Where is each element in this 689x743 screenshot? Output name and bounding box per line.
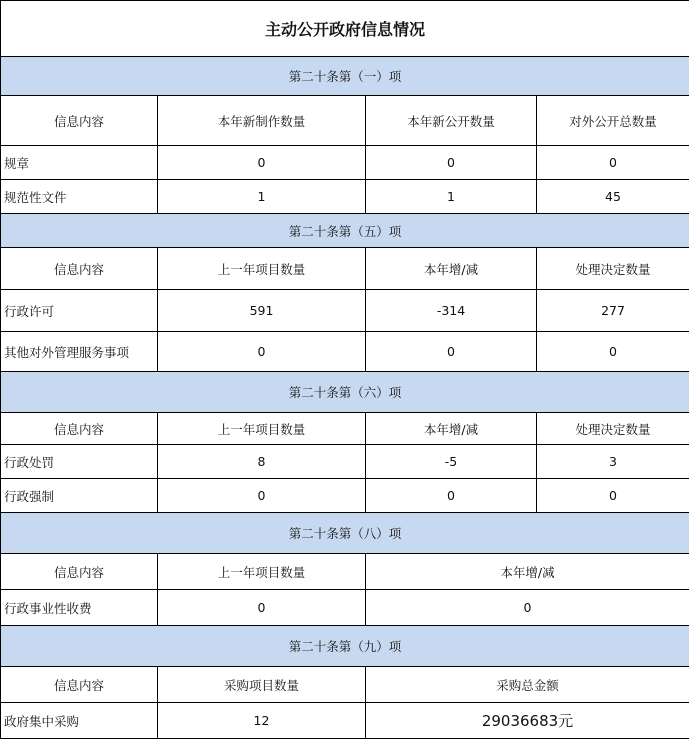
column-header: 上一年项目数量 <box>158 248 366 290</box>
cell-value: 1 <box>158 180 366 214</box>
column-header: 采购总金额 <box>366 667 689 703</box>
cell-value: 0 <box>537 479 689 513</box>
cell-value: 0 <box>158 332 366 372</box>
table-row <box>1 332 689 372</box>
section-heading-1: 第二十条第（一）项 <box>1 57 689 96</box>
row-label: 其他对外管理服务事项 <box>1 332 158 372</box>
row-label: 政府集中采购 <box>1 703 158 739</box>
table-row <box>1 180 689 214</box>
row-label: 行政许可 <box>1 290 158 332</box>
section-heading-8: 第二十条第（八）项 <box>1 513 689 554</box>
column-header: 采购项目数量 <box>158 667 366 703</box>
column-header: 信息内容 <box>1 667 158 703</box>
page-title: 主动公开政府信息情况 <box>1 1 689 57</box>
row-label: 规范性文件 <box>1 180 158 214</box>
row-label: 行政强制 <box>1 479 158 513</box>
section-heading-6: 第二十条第（六）项 <box>1 372 689 413</box>
column-header: 本年增/减 <box>366 554 689 590</box>
cell-value: 0 <box>537 332 689 372</box>
cell-value: 0 <box>366 332 537 372</box>
cell-value: 0 <box>366 479 537 513</box>
cell-value: 0 <box>158 146 366 180</box>
cell-value: 1 <box>366 180 537 214</box>
cell-value: 591 <box>158 290 366 332</box>
column-header: 本年新公开数量 <box>366 96 537 146</box>
cell-value: 0 <box>158 479 366 513</box>
section-heading-5: 第二十条第（五）项 <box>1 214 689 248</box>
column-header: 本年新制作数量 <box>158 96 366 146</box>
row-label: 行政事业性收费 <box>1 590 158 626</box>
cell-value: -5 <box>366 445 537 479</box>
cell-value: 0 <box>366 146 537 180</box>
column-header: 上一年项目数量 <box>158 413 366 445</box>
section-heading-9: 第二十条第（九）项 <box>1 626 689 667</box>
column-header: 信息内容 <box>1 96 158 146</box>
cell-value: 0 <box>537 146 689 180</box>
cell-value: 45 <box>537 180 689 214</box>
table-row <box>1 146 689 180</box>
column-header: 对外公开总数量 <box>537 96 689 146</box>
cell-value: 3 <box>537 445 689 479</box>
column-header: 信息内容 <box>1 413 158 445</box>
column-header: 信息内容 <box>1 248 158 290</box>
cell-value: 12 <box>158 703 366 739</box>
cell-value: -314 <box>366 290 537 332</box>
column-header: 信息内容 <box>1 554 158 590</box>
cell-value: 8 <box>158 445 366 479</box>
cell-value: 0 <box>158 590 366 626</box>
row-label: 规章 <box>1 146 158 180</box>
table-row <box>1 290 689 332</box>
column-header: 本年增/减 <box>366 413 537 445</box>
column-header: 上一年项目数量 <box>158 554 366 590</box>
procurement-total-amount: 29036683元 <box>366 703 689 739</box>
table-row <box>1 590 689 626</box>
column-header: 处理决定数量 <box>537 413 689 445</box>
cell-value: 0 <box>366 590 689 626</box>
cell-value: 277 <box>537 290 689 332</box>
column-header: 处理决定数量 <box>537 248 689 290</box>
column-header: 本年增/减 <box>366 248 537 290</box>
table-row <box>1 479 689 513</box>
table-row <box>1 703 689 739</box>
row-label: 行政处罚 <box>1 445 158 479</box>
table-row <box>1 445 689 479</box>
